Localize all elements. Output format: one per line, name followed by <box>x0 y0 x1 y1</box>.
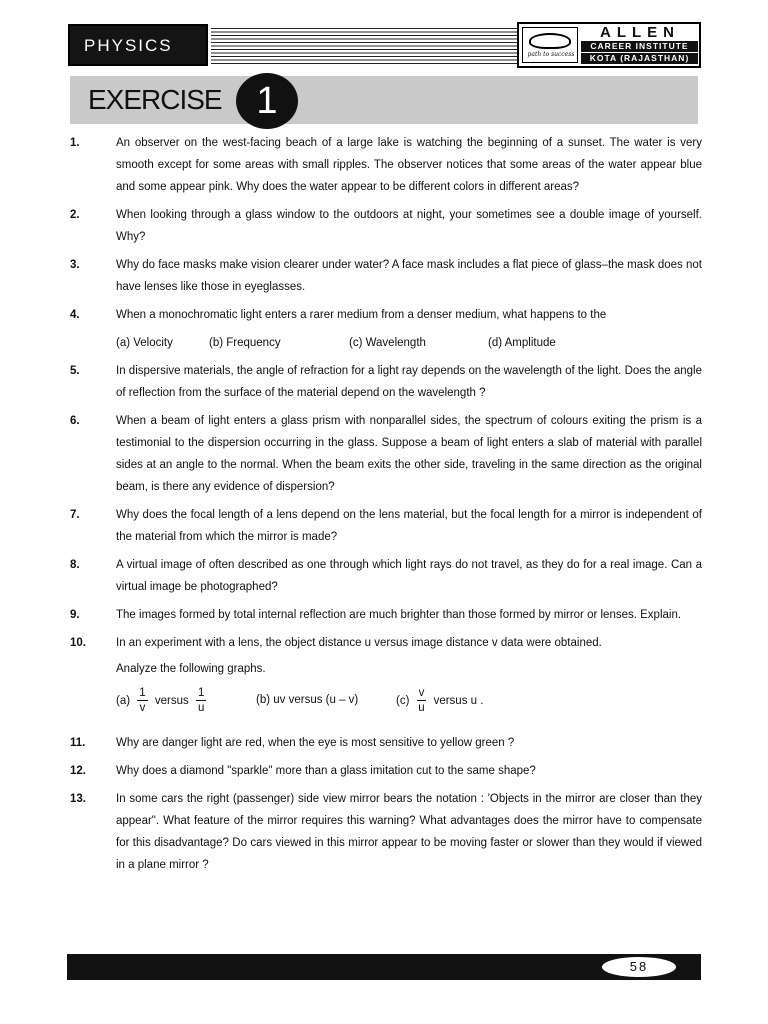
question-item <box>70 554 702 598</box>
question-text: Why do face masks make vision clearer under water? A face mask includes a flat piece of glass–the mask does not have lenses like those in eyeglasses. <box>116 259 702 293</box>
fraction-denominator: u <box>418 702 425 714</box>
question-number: 11. <box>70 737 86 749</box>
question-number: 13. <box>70 793 86 805</box>
question-subtext: Analyze the following graphs. <box>116 663 266 675</box>
question-number: 8. <box>70 559 80 571</box>
question-item <box>70 304 702 354</box>
question-text: When looking through a glass window to the outdoors at night, your sometimes see a double image of yourself. Why? <box>116 209 702 243</box>
graph-option-a <box>116 686 210 726</box>
institute-logo <box>517 22 701 68</box>
fraction-1-over-u <box>196 686 206 715</box>
emblem-shape <box>529 33 571 49</box>
question-text: The images formed by total internal reflection are much brighter than those formed by mirror or lenses. Explain. <box>116 609 682 621</box>
question-text: A virtual image of often described as one through which light rays do not travel, as they do for a real image. Can a virtual image be photographed? <box>116 559 702 593</box>
question-text: In an experiment with a lens, the object distance u versus image distance v data were obtained. <box>116 637 602 649</box>
logo-subtitle: CAREER INSTITUTE <box>581 41 698 52</box>
question-item <box>70 254 702 298</box>
page-header <box>68 22 701 68</box>
question-number: 6. <box>70 415 80 427</box>
fraction-v-over-u <box>417 686 427 715</box>
option-b: (b) Frequency <box>209 337 281 349</box>
graph-c-tail: versus u . <box>433 694 484 707</box>
fraction-numerator: v <box>418 687 425 699</box>
subject-label: PHYSICS <box>84 36 173 55</box>
header-rule-lines <box>211 28 556 64</box>
logo-location: KOTA (RAJASTHAN) <box>581 53 698 64</box>
question-number: 12. <box>70 765 86 777</box>
page-footer <box>67 954 701 980</box>
question-item <box>70 204 702 248</box>
page-number-badge <box>602 957 676 977</box>
question-number: 10. <box>70 637 86 649</box>
fraction-denominator: v <box>139 702 146 714</box>
exercise-banner <box>70 76 698 124</box>
page-number: 58 <box>629 959 649 974</box>
question-text: Why does a diamond "sparkle" more than a glass imitation cut to the same shape? <box>116 765 536 777</box>
graph-options <box>116 686 702 726</box>
question-item <box>70 788 702 876</box>
graph-c-label: (c) <box>396 694 410 707</box>
question-number: 4. <box>70 309 80 321</box>
option-c: (c) Wavelength <box>349 337 426 349</box>
graph-a-label: (a) <box>116 694 131 707</box>
question-number: 7. <box>70 509 80 521</box>
question-text: When a monochromatic light enters a rarer medium from a denser medium, what happens to the <box>116 309 607 321</box>
option-a: (a) Velocity <box>116 337 173 349</box>
question-item <box>70 360 702 404</box>
question-item <box>70 132 702 198</box>
question-item <box>70 410 702 498</box>
graph-option-c <box>396 686 483 726</box>
question-number: 2. <box>70 209 80 221</box>
question-text: Why does the focal length of a lens depend on the lens material, but the focal length for a mirror is independent of the material from which the mirror is made? <box>116 509 702 543</box>
question-text: When a beam of light enters a glass prism with nonparallel sides, the spectrum of colours exiting the prism is a testimonial to the dispersion occurring in the glass. Suppose a beam of light enters a slab of material with parallel sides at an angle to the normal. When the beam exits the other side, traveling in the same direction as the original beam, is there any evidence of dispersion? <box>116 415 702 493</box>
institute-emblem-icon <box>522 27 578 63</box>
fraction-numerator: 1 <box>197 687 205 699</box>
exercise-title: EXERCISE <box>88 84 222 115</box>
fraction-1-over-v <box>137 686 147 715</box>
graph-a-versus: versus <box>154 694 189 707</box>
question-item <box>70 732 702 754</box>
answer-options <box>116 332 702 354</box>
fraction-numerator: 1 <box>139 687 146 699</box>
question-list <box>70 132 702 882</box>
question-number: 9. <box>70 609 80 621</box>
exercise-number: 1 <box>256 80 278 122</box>
question-number: 5. <box>70 365 80 377</box>
question-item <box>70 632 702 726</box>
fraction-denominator: u <box>197 702 205 714</box>
exercise-number-badge <box>236 73 298 129</box>
question-item <box>70 604 702 626</box>
logo-tagline: path to success <box>527 51 575 58</box>
graph-b-text: (b) uv versus (u – v) <box>256 694 359 706</box>
question-text: In some cars the right (passenger) side view mirror bears the notation : 'Objects in the mirror are closer than they appear". What feature of the mirror requires this warning? What advantages does the mirror have to compensate for this disadvantage? Do cars viewed in this mirror appear to be moving faster or slower than they would if viewed in a plane mirror ? <box>116 793 702 871</box>
graph-option-b <box>256 686 358 726</box>
question-number: 1. <box>70 137 80 149</box>
question-text: Why are danger light are red, when the eye is most sensitive to yellow green ? <box>116 737 515 749</box>
question-item <box>70 504 702 548</box>
logo-name: ALLEN <box>600 24 680 41</box>
question-text: In dispersive materials, the angle of refraction for a light ray depends on the wavelength of the light. Does the angle of reflection from the surface of the material depend on the wavelength ? <box>116 365 702 399</box>
option-d: (d) Amplitude <box>488 337 556 349</box>
subject-label-box <box>68 24 208 66</box>
question-item <box>70 760 702 782</box>
question-number: 3. <box>70 259 80 271</box>
question-text: An observer on the west-facing beach of a large lake is watching the beginning of a sunset. The water is very smooth except for some areas with small ripples. The observer notices that some areas of the water appear blue and some appear pink. Why does the water appear to be different colors in different areas? <box>116 137 702 193</box>
